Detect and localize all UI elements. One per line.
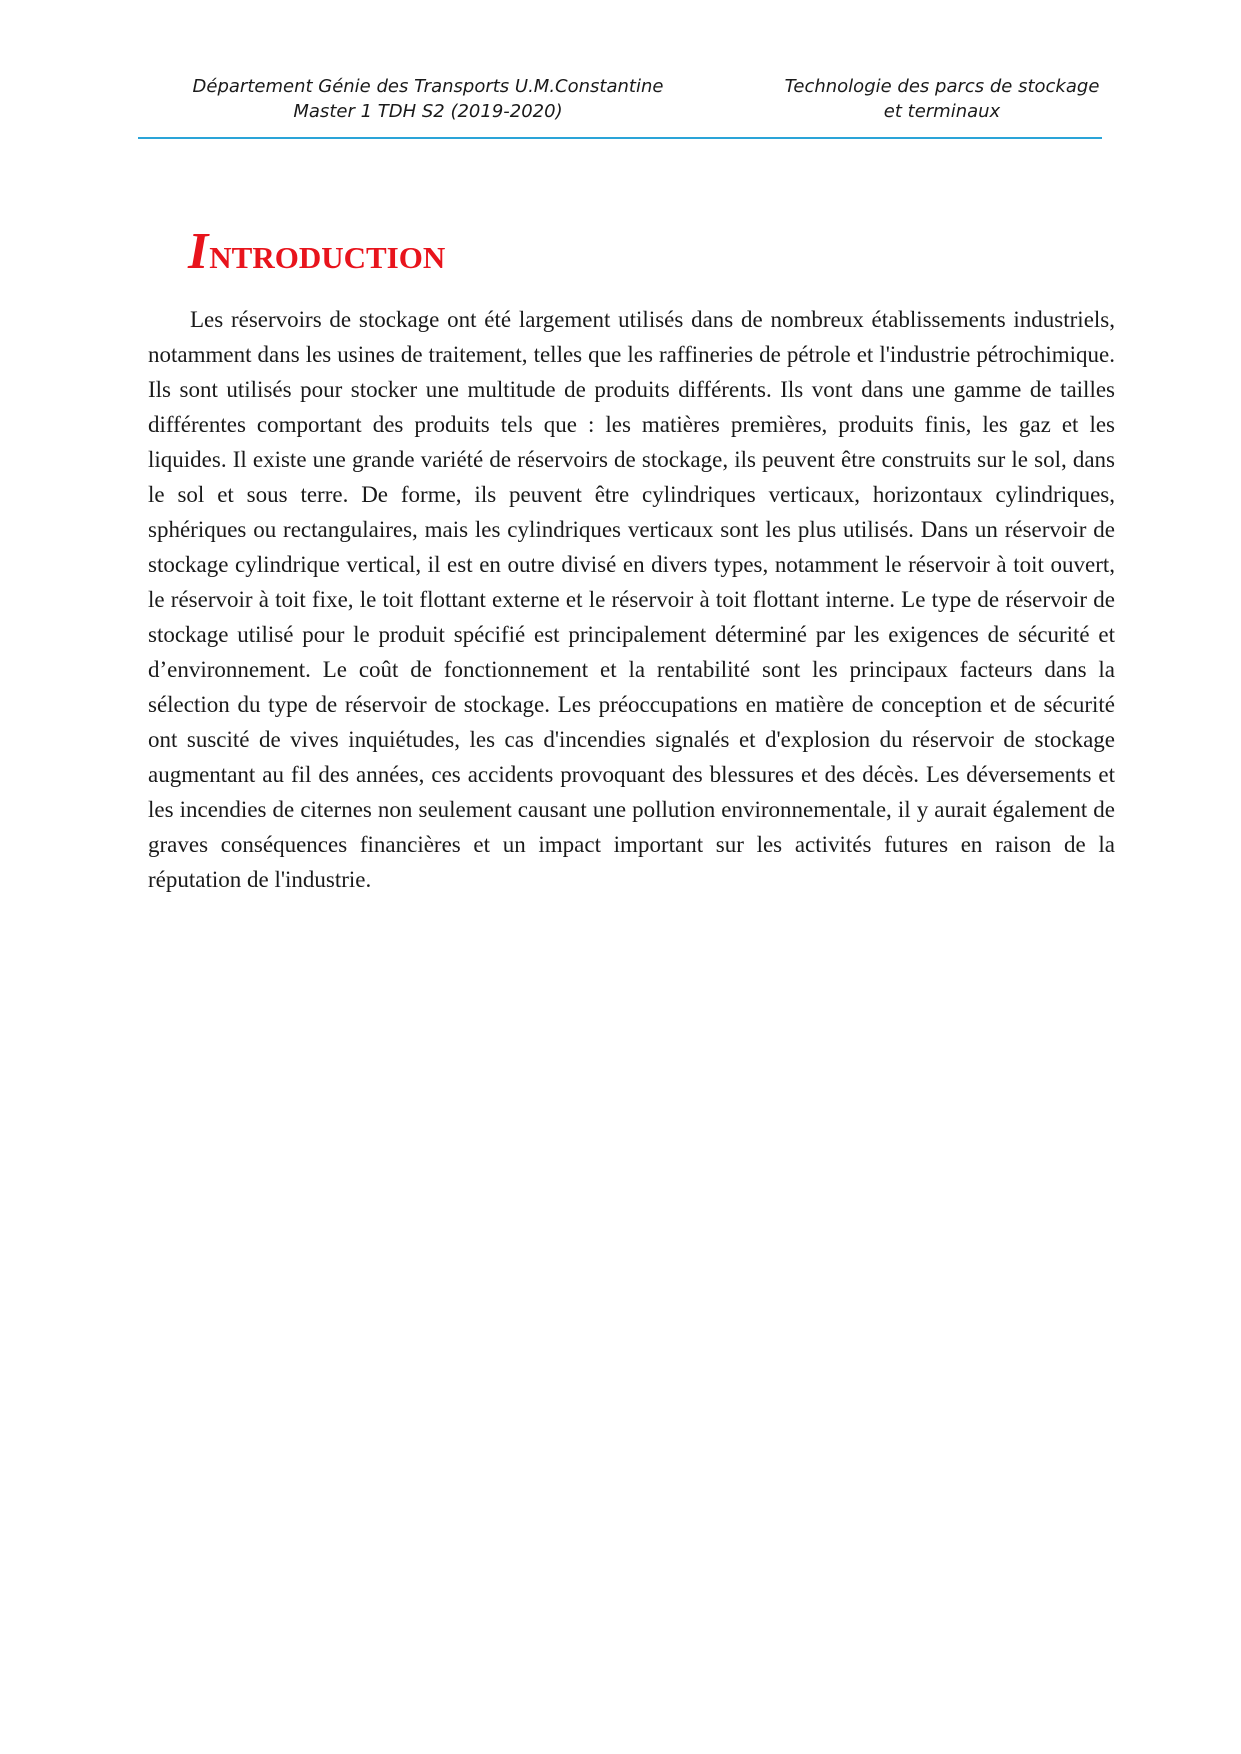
header-program: Master 1 TDH S2 (2019-2020) bbox=[293, 101, 563, 122]
section-title bbox=[188, 223, 446, 280]
header-department-block bbox=[148, 74, 708, 124]
introduction-paragraph: Les réservoirs de stockage ont été largement utilisés dans de nombreux établissements industriels, notamment dans les usines de traitement, telles que les raffineries de pétrole et l'industrie pétrochimique. Ils sont utilisés pour stocker une multitude de produits différents. Ils vont dans une gamme de tailles différentes comportant des produits tels que : les matières premières, produits finis, les gaz et les liquides. Il existe une grande variété de réservoirs de stockage, ils peuvent être construits sur le sol, dans le sol et sous terre. De forme, ils peuvent être cylindriques verticaux, horizontaux cylindriques, sphériques ou rectangulaires, mais les cylindriques verticaux sont les plus utilisés. Dans un réservoir de stockage cylindrique vertical, il est en outre divisé en divers types, notamment le réservoir à toit ouvert, le réservoir à toit fixe, le toit flottant externe et le réservoir à toit flottant interne. Le type de réservoir de stockage utilisé pour le produit spécifié est principalement déterminé par les exigences de sécurité et d’environnement. Le coût de fonctionnement et la rentabilité sont les principaux facteurs dans la sélection du type de réservoir de stockage. Les préoccupations en matière de conception et de sécurité ont suscité de vives inquiétudes, les cas d'incendies signalés et d'explosion du réservoir de stockage augmentant au fil des années, ces accidents provoquant des blessures et des décès. Les déversements et les incendies de citernes non seulement causant une pollution environnementale, il y aurait également de graves conséquences financières et un impact important sur les activités futures en raison de la réputation de l'industrie. bbox=[148, 307, 1115, 892]
header-course-block bbox=[782, 74, 1102, 124]
page-header bbox=[138, 74, 1102, 138]
section-title-initial: I bbox=[188, 223, 209, 280]
header-course-title-line2: et terminaux bbox=[883, 101, 1001, 122]
header-course-title-line1: Technologie des parcs de stockage bbox=[784, 76, 1100, 97]
header-department: Département Génie des Transports U.M.Constantine bbox=[192, 76, 664, 97]
header-rule bbox=[138, 137, 1102, 139]
section-title-rest: NTRODUCTION bbox=[209, 240, 446, 275]
